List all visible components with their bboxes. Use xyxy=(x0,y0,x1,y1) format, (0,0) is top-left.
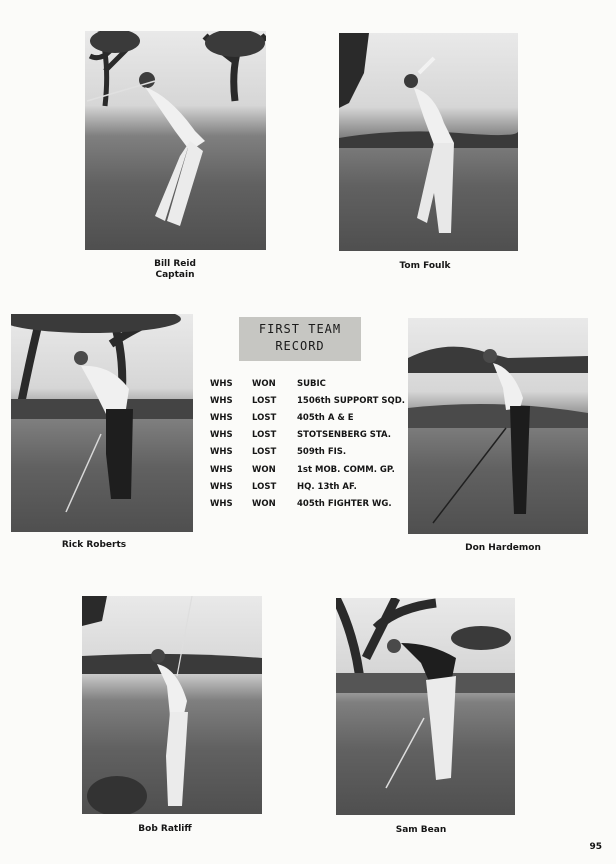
record-result: WON xyxy=(252,464,276,475)
golfer-illustration xyxy=(11,314,193,532)
record-opponent: 509th FIS. xyxy=(297,447,347,458)
record-title-line2: RECORD xyxy=(275,339,325,353)
photo-bob-ratliff xyxy=(82,596,262,814)
golfer-illustration xyxy=(336,598,515,815)
photo-rick-roberts xyxy=(11,314,193,532)
record-result: LOST xyxy=(252,395,277,406)
caption-sam-bean xyxy=(371,825,471,836)
photo-sam-bean xyxy=(336,598,515,815)
photo-tom-foulk xyxy=(339,33,518,251)
record-team: WHS xyxy=(210,498,233,509)
record-row xyxy=(210,427,410,444)
player-name: Don Hardemon xyxy=(465,543,541,553)
record-result: LOST xyxy=(252,412,277,423)
record-opponent: 405th A & E xyxy=(297,412,354,423)
record-opponent: STOTSENBERG STA. xyxy=(297,430,391,441)
record-row xyxy=(210,478,410,495)
player-role: Captain xyxy=(155,270,195,280)
record-team: WHS xyxy=(210,447,233,458)
record-team: WHS xyxy=(210,430,233,441)
golfer-illustration xyxy=(408,318,588,534)
record-result: WON xyxy=(252,498,276,509)
record-team: WHS xyxy=(210,412,233,423)
record-result: LOST xyxy=(252,481,277,492)
photo-don-hardemon xyxy=(408,318,588,534)
record-title xyxy=(239,317,361,361)
photo-bill-reid xyxy=(85,31,266,250)
record-opponent: 1st MOB. COMM. GP. xyxy=(297,464,395,475)
caption-tom-foulk xyxy=(375,261,475,272)
record-result: LOST xyxy=(252,430,277,441)
record-row xyxy=(210,409,410,426)
caption-bill-reid xyxy=(125,259,225,281)
record-row xyxy=(210,495,410,512)
caption-bob-ratliff xyxy=(115,824,215,835)
record-opponent: 405th FIGHTER WG. xyxy=(297,498,392,509)
player-name: Rick Roberts xyxy=(61,540,127,550)
player-name: Bob Ratliff xyxy=(138,824,192,834)
record-team: WHS xyxy=(210,481,233,492)
record-team: WHS xyxy=(210,464,233,475)
page-number: 95 xyxy=(589,842,602,852)
record-result: LOST xyxy=(252,447,277,458)
player-name: Bill Reid xyxy=(154,259,196,269)
record-row xyxy=(210,392,410,409)
record-opponent: HQ. 13th AF. xyxy=(297,481,357,492)
record-row xyxy=(210,375,410,392)
record-title-line1: FIRST TEAM xyxy=(258,322,342,336)
record-team: WHS xyxy=(210,395,233,406)
golfer-illustration xyxy=(82,596,262,814)
record-table xyxy=(210,375,410,513)
record-team: WHS xyxy=(210,378,233,389)
player-name: Tom Foulk xyxy=(399,261,451,271)
caption-rick-roberts xyxy=(44,540,144,551)
golfer-illustration xyxy=(339,33,518,251)
record-opponent: 1506th SUPPORT SQD. xyxy=(297,395,405,406)
golfer-illustration xyxy=(85,31,266,250)
record-opponent: SUBIC xyxy=(297,378,326,389)
record-result: WON xyxy=(252,378,276,389)
caption-don-hardemon xyxy=(453,543,553,554)
record-row xyxy=(210,461,410,478)
player-name: Sam Bean xyxy=(395,825,447,835)
record-row xyxy=(210,444,410,461)
